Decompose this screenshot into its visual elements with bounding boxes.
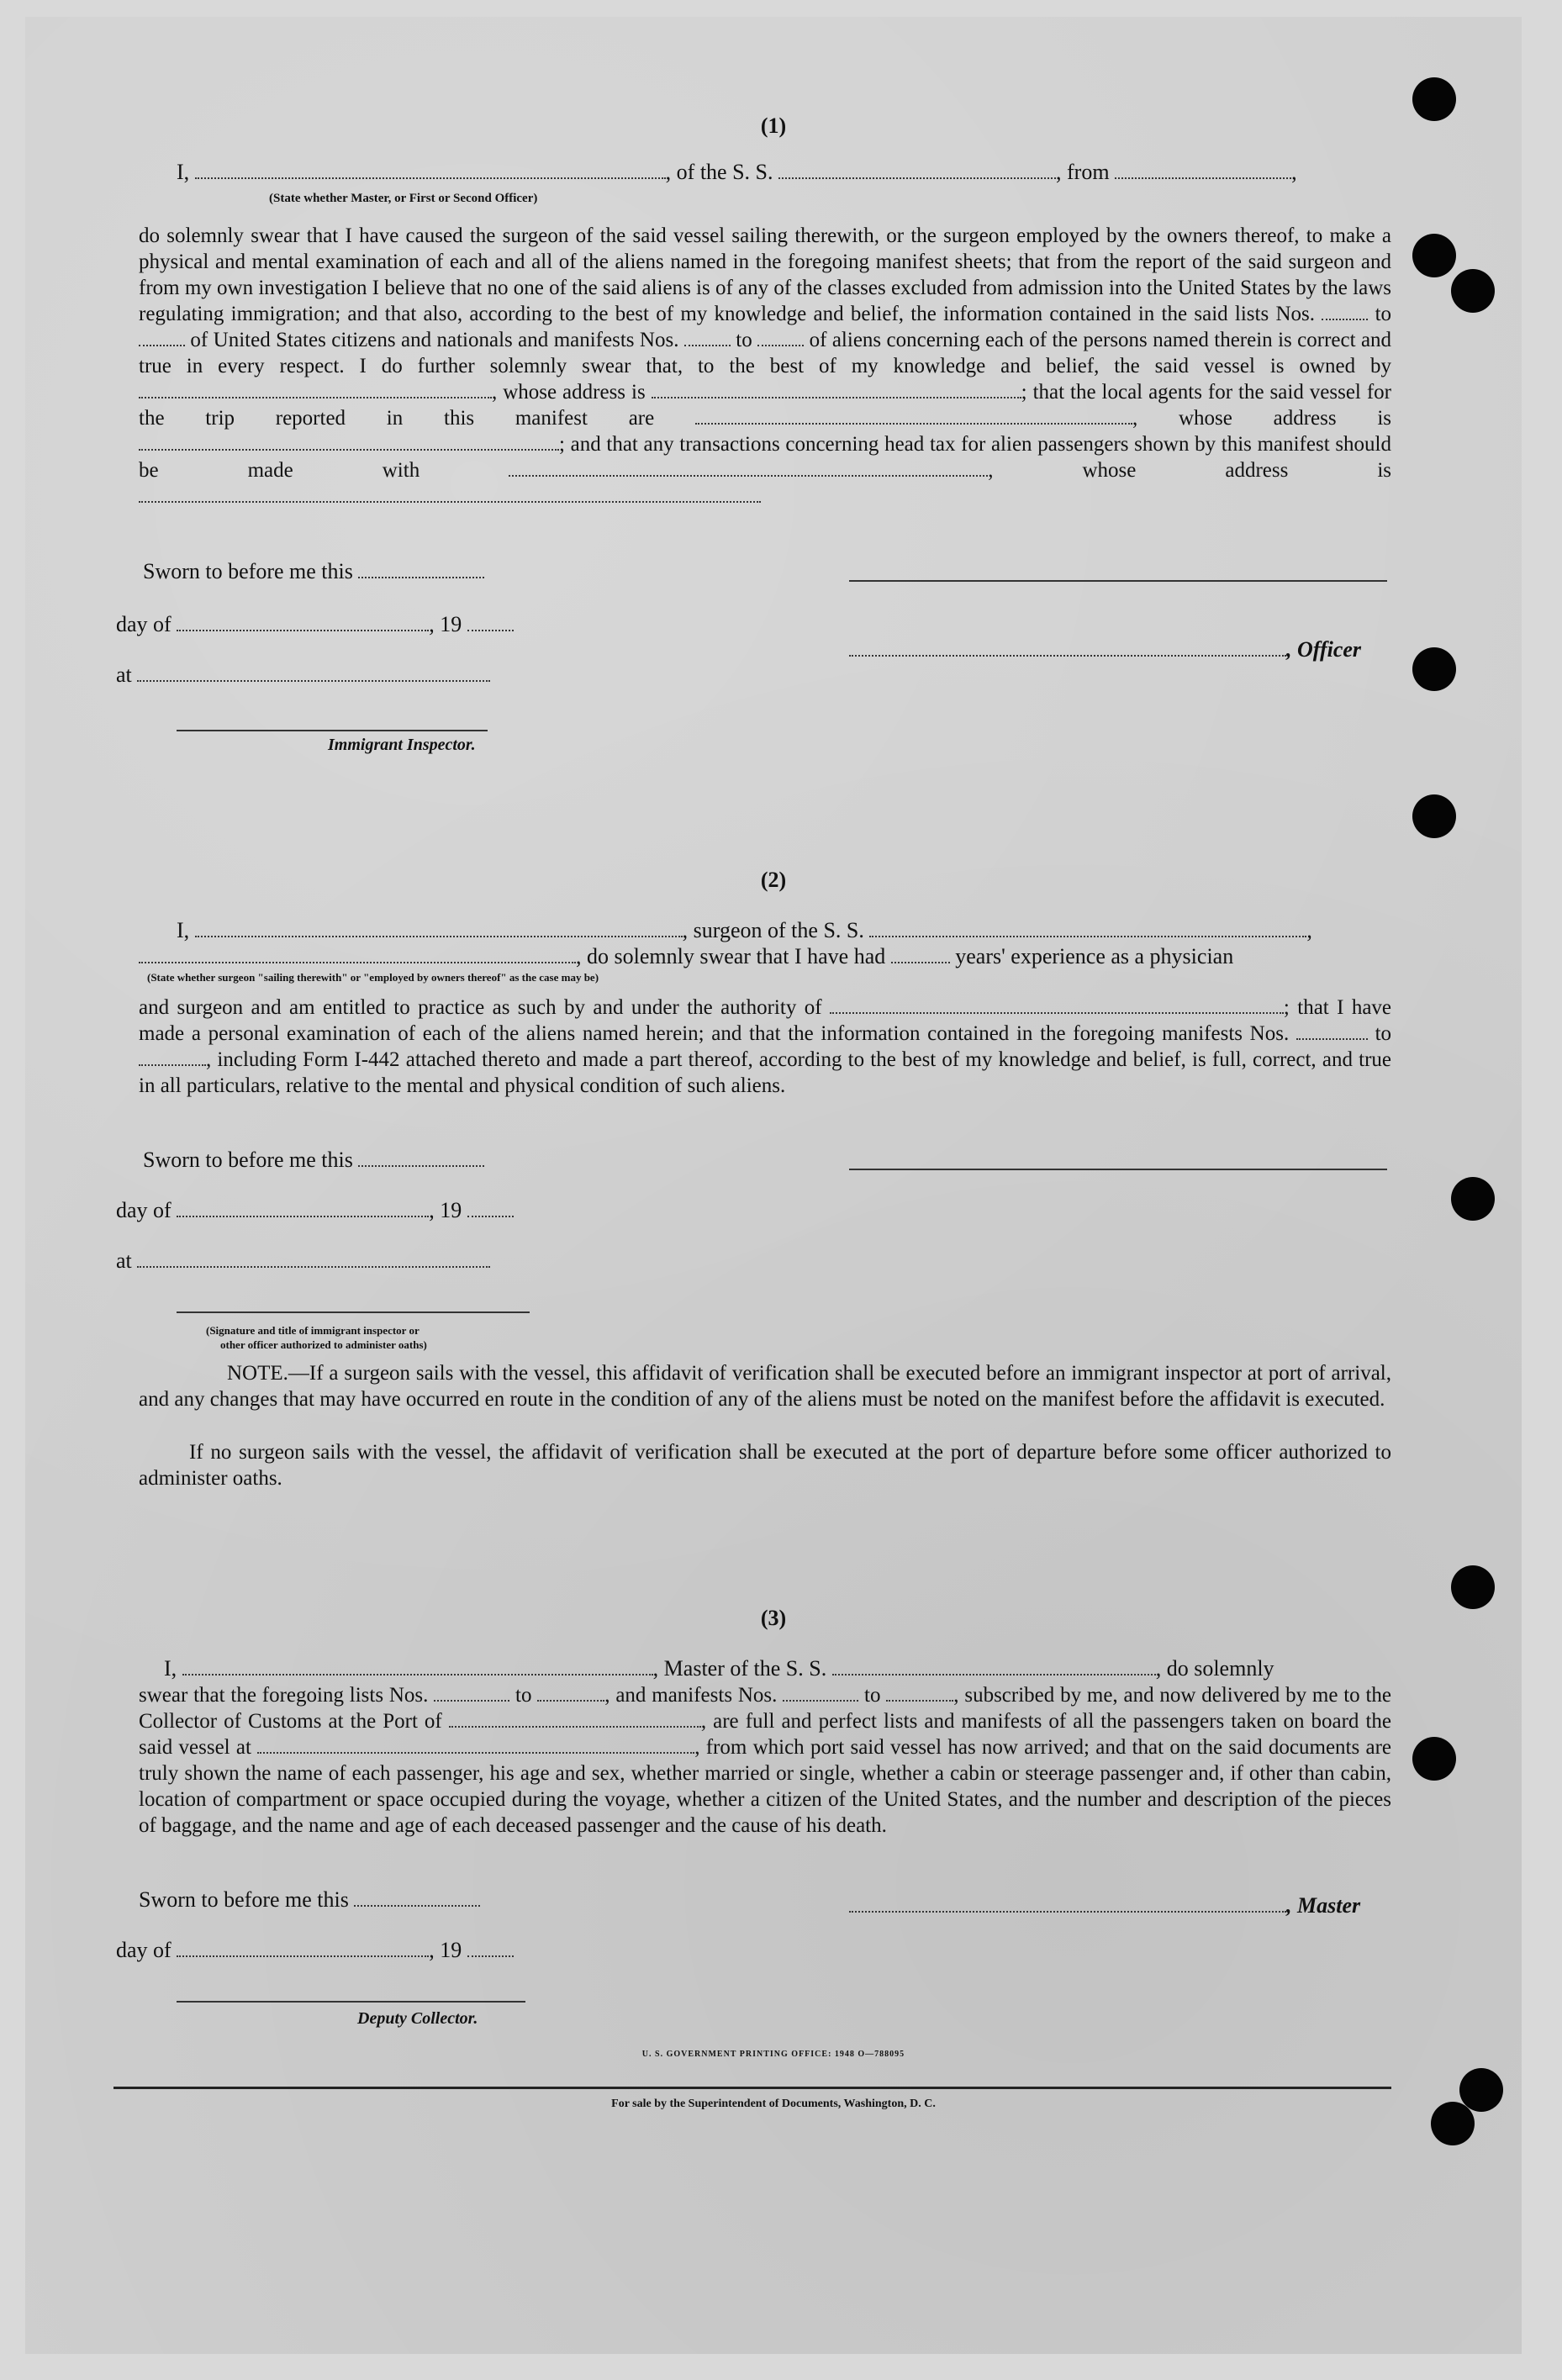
- master3-manifests-to-field[interactable]: [886, 1683, 953, 1702]
- day-of-field[interactable]: [177, 613, 429, 631]
- punch-hole-icon: [1412, 794, 1456, 838]
- punch-hole-icon: [1451, 1177, 1495, 1221]
- lists-to-field[interactable]: [139, 328, 185, 346]
- inspector-signature-line[interactable]: [177, 730, 488, 731]
- section-2-line-2: , do solemnly swear that I have had years' experience as a physician: [139, 944, 1233, 969]
- year-field[interactable]: [467, 613, 514, 631]
- punch-hole-icon: [1412, 1737, 1456, 1781]
- officer-field[interactable]: [849, 638, 1286, 657]
- section-2-at: at: [116, 1248, 490, 1274]
- from-port-field[interactable]: [1115, 161, 1291, 179]
- note-paragraph-1: NOTE.—If a surgeon sails with the vessel, this affidavit of verification shall be executed before an immigrant inspector at port of arrival, and any changes that may have occurred en route in the condition of any of the aliens must be noted on the manifest before the affidavit is executed.: [139, 1362, 1391, 1411]
- footer-rule: [113, 2087, 1391, 2089]
- at-place-field[interactable]: [137, 663, 490, 682]
- local-agents-field[interactable]: [695, 406, 1132, 425]
- section-1-number: (1): [760, 113, 787, 138]
- section-2-day-of: day of , 19: [116, 1198, 514, 1223]
- note-paragraph-2: If no surgeon sails with the vessel, the affidavit of verification shall be executed at the port of departure before some officer authorized to administer oaths.: [139, 1441, 1391, 1490]
- section-2-number: (2): [760, 868, 787, 892]
- surgeon-at-place-field[interactable]: [137, 1249, 490, 1268]
- master3-signature-field[interactable]: [849, 1894, 1286, 1913]
- deputy-collector-label: Deputy Collector.: [357, 2009, 478, 2028]
- section-2-sworn: Sworn to before me this: [143, 1148, 484, 1173]
- section-1-day-of: day of , 19: [116, 612, 514, 637]
- section-3-day-of: day of , 19: [116, 1938, 514, 1963]
- surgeon-manifests-from-field[interactable]: [1296, 1021, 1368, 1040]
- sworn-day-field[interactable]: [358, 560, 484, 578]
- master3-manifests-from-field[interactable]: [783, 1683, 858, 1702]
- surgeon-signature-line[interactable]: [849, 1169, 1387, 1170]
- master3-lists-to-field[interactable]: [537, 1683, 604, 1702]
- surgeon-year-field[interactable]: [467, 1199, 514, 1217]
- section-3-sworn: Sworn to before me this: [139, 1887, 480, 1913]
- section-1-line-1: I, , of the S. S. , from ,: [177, 160, 1297, 184]
- immigrant-inspector-label: Immigrant Inspector.: [328, 736, 476, 754]
- note-master-officer: (State whether Master, or First or Second Officer): [269, 192, 538, 205]
- punch-hole-icon: [1451, 269, 1495, 313]
- boarded-at-field[interactable]: [257, 1735, 694, 1754]
- manifests-from-field[interactable]: [684, 328, 731, 346]
- section-3-oath-paragraph: swear that the foregoing lists Nos. to , and manifests Nos. to , subscribed by me, and now delivered by me to the Collector of Customs at the Port of , are full and perfect lists and manifests of all the passengers taken on board the said vessel at , from which port said vessel has now arrived; and that on the said documents are truly shown the name of each passenger, his age and sex, whether married or single, whether a cabin or steerage passenger and, if other than cabin, location of compartment or space occupied during the voyage, whether a citizen of the United States, and the number and description of the pieces of baggage, and the name and age of each deceased passenger and the cause of his death.: [139, 1684, 1392, 1837]
- owner-address-field[interactable]: [652, 380, 1021, 398]
- section-2-line-1: I, , surgeon of the S. S. ,: [177, 918, 1312, 942]
- master3-day-of-field[interactable]: [177, 1939, 429, 1957]
- section-1-at: at: [116, 662, 490, 688]
- section-3-line-1: I, , Master of the S. S. , do solemnly: [164, 1656, 1274, 1681]
- surgeon-day-of-field[interactable]: [177, 1199, 429, 1217]
- authority-field[interactable]: [830, 995, 1284, 1014]
- master3-name-field[interactable]: [182, 1657, 653, 1675]
- signature-note-1: (Signature and title of immigrant inspector or: [206, 1324, 420, 1337]
- punch-hole-icon: [1412, 234, 1456, 277]
- officer-signature-line[interactable]: [849, 580, 1387, 582]
- signature-note-2: other officer authorized to administer oaths): [220, 1338, 427, 1351]
- punch-hole-icon: [1451, 1565, 1495, 1609]
- note-surgeon-type: (State whether surgeon "sailing therewith" or "employed by owners thereof" as the case may be): [147, 971, 599, 984]
- master3-year-field[interactable]: [467, 1939, 514, 1957]
- surgeon-manifests-to-field[interactable]: [139, 1048, 206, 1066]
- gpo-imprint: U. S. GOVERNMENT PRINTING OFFICE: 1948 O—788095: [641, 2050, 905, 2059]
- agents-address-field[interactable]: [139, 432, 559, 451]
- head-tax-field[interactable]: [509, 458, 988, 477]
- manifests-to-field[interactable]: [757, 328, 804, 346]
- section-3-number: (3): [760, 1606, 787, 1630]
- section-1-oath-paragraph: do solemnly swear that I have caused the surgeon of the said vessel sailing therewith, or the surgeon employed by the owners thereof, to make a physical and mental examination of each and all of the aliens named in the foregoing manifest sheets; that from the report of the said surgeon and from my own investigation I believe that no one of the said aliens is of any of the classes excluded from admission into the United States by the laws regulating immigration; and that also, according to the best of my knowledge and belief, the information contained in the said lists Nos. to of United States citizens and nationals and manifests Nos. to of aliens concerning each of the persons named therein is correct and true in every respect. I do further solemnly swear that, to the best of my knowledge and belief, the said vessel is owned by , whose address is ; that the local agents for the said vessel for the trip reported in this manifest are , whose address is ; and that any transactions concerning head tax for alien passengers shown by this manifest should be made with , whose address is: [139, 223, 1391, 509]
- owner-field[interactable]: [139, 380, 492, 398]
- port-of-field[interactable]: [449, 1709, 701, 1728]
- section-2-oath-paragraph: and surgeon and am entitled to practice as such by and under the authority of ; that I have made a personal examination of each of the aliens named herein; and that the information contained in the foregoing manifests Nos. to , including Form I-442 attached thereto and made a part thereof, according to the best of my knowledge and belief, is full, correct, and true in all particulars, relative to the mental and physical condition of such aliens.: [139, 996, 1392, 1097]
- surgeon-vessel-field[interactable]: [869, 919, 1306, 937]
- head-tax-address-field[interactable]: [139, 484, 761, 503]
- years-experience-field[interactable]: [891, 945, 950, 963]
- vessel-name-field[interactable]: [778, 161, 1056, 179]
- surgeon-type-field[interactable]: [139, 945, 576, 963]
- section-1-officer: , Officer: [849, 637, 1361, 662]
- inspector-officer-signature-line[interactable]: [177, 1311, 530, 1313]
- master3-lists-from-field[interactable]: [434, 1683, 509, 1702]
- manifest-form-page: [25, 17, 1522, 2354]
- lists-from-field[interactable]: [1322, 302, 1368, 320]
- surgeon-name-field[interactable]: [195, 919, 683, 937]
- master-name-field[interactable]: [195, 161, 666, 179]
- section-3-master: , Master: [849, 1893, 1360, 1918]
- section-1-sworn: Sworn to before me this: [143, 559, 484, 584]
- for-sale-line: For sale by the Superintendent of Documents, Washington, D. C.: [611, 2098, 936, 2110]
- deputy-collector-signature-line[interactable]: [177, 2001, 525, 2003]
- punch-hole-icon: [1412, 647, 1456, 691]
- master3-vessel-field[interactable]: [832, 1657, 1156, 1675]
- master3-sworn-day-field[interactable]: [354, 1888, 480, 1907]
- surgeon-sworn-day-field[interactable]: [358, 1148, 484, 1167]
